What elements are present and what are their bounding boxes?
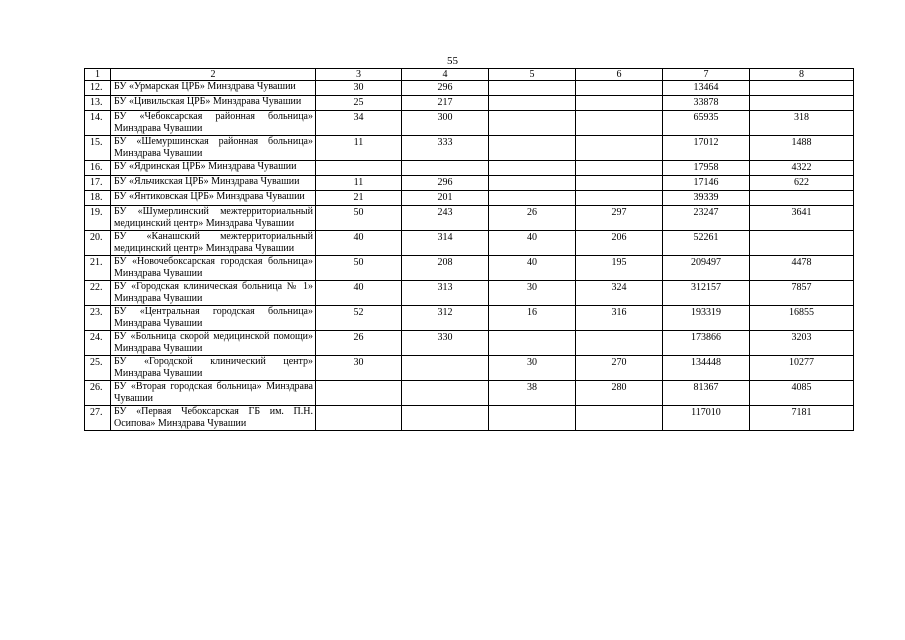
value-cell-c3: 11: [316, 176, 402, 191]
value-cell-c7: 17146: [663, 176, 750, 191]
column-header: 3: [316, 69, 402, 81]
institution-name: БУ «Шемуршинская районная больница» Минздрава Чувашии: [111, 136, 316, 161]
value-cell-c5: 30: [489, 356, 576, 381]
value-cell-c6: [576, 81, 663, 96]
table-row: [85, 406, 854, 431]
value-cell-c8: 4085: [750, 381, 854, 406]
value-cell-c5: 26: [489, 206, 576, 231]
row-number: 17.: [85, 176, 111, 191]
value-cell-c8: 318: [750, 111, 854, 136]
value-cell-c6: [576, 161, 663, 176]
table-row: [85, 191, 854, 206]
value-cell-c8: [750, 96, 854, 111]
value-cell-c4: 330: [402, 331, 489, 356]
value-cell-c7: 193319: [663, 306, 750, 331]
value-cell-c6: [576, 331, 663, 356]
value-cell-c4: 296: [402, 81, 489, 96]
value-cell-c6: [576, 136, 663, 161]
value-cell-c4: 313: [402, 281, 489, 306]
institution-name: БУ «Цивильская ЦРБ» Минздрава Чувашии: [111, 96, 316, 111]
value-cell-c7: 17012: [663, 136, 750, 161]
value-cell-c7: 209497: [663, 256, 750, 281]
institution-name: БУ «Янтиковская ЦРБ» Минздрава Чувашии: [111, 191, 316, 206]
row-number: 12.: [85, 81, 111, 96]
table-row: [85, 306, 854, 331]
value-cell-c4: [402, 356, 489, 381]
value-cell-c3: 34: [316, 111, 402, 136]
value-cell-c5: 30: [489, 281, 576, 306]
table-row: [85, 256, 854, 281]
value-cell-c3: 26: [316, 331, 402, 356]
institution-name: БУ «Урмарская ЦРБ» Минздрава Чувашии: [111, 81, 316, 96]
row-number: 24.: [85, 331, 111, 356]
value-cell-c8: 7857: [750, 281, 854, 306]
table-row: [85, 96, 854, 111]
column-header: 1: [85, 69, 111, 81]
table-row: [85, 356, 854, 381]
column-header: 4: [402, 69, 489, 81]
value-cell-c5: [489, 81, 576, 96]
value-cell-c7: 134448: [663, 356, 750, 381]
value-cell-c8: 4478: [750, 256, 854, 281]
institution-name: БУ «Городской клинический центр» Минздрава Чувашии: [111, 356, 316, 381]
value-cell-c7: 81367: [663, 381, 750, 406]
value-cell-c5: 38: [489, 381, 576, 406]
value-cell-c7: 17958: [663, 161, 750, 176]
value-cell-c4: 300: [402, 111, 489, 136]
value-cell-c8: 10277: [750, 356, 854, 381]
value-cell-c7: 65935: [663, 111, 750, 136]
value-cell-c7: 23247: [663, 206, 750, 231]
value-cell-c3: 30: [316, 81, 402, 96]
row-number: 21.: [85, 256, 111, 281]
institution-name: БУ «Яльчикская ЦРБ» Минздрава Чувашии: [111, 176, 316, 191]
value-cell-c4: 314: [402, 231, 489, 256]
institution-name: БУ «Первая Чебоксарская ГБ им. П.Н. Осипова» Минздрава Чувашии: [111, 406, 316, 431]
value-cell-c8: 1488: [750, 136, 854, 161]
value-cell-c6: [576, 191, 663, 206]
column-header: 8: [750, 69, 854, 81]
value-cell-c3: [316, 381, 402, 406]
value-cell-c5: 40: [489, 231, 576, 256]
value-cell-c7: 13464: [663, 81, 750, 96]
value-cell-c7: 173866: [663, 331, 750, 356]
row-number: 14.: [85, 111, 111, 136]
value-cell-c6: [576, 96, 663, 111]
value-cell-c3: [316, 161, 402, 176]
value-cell-c6: 297: [576, 206, 663, 231]
table-row: [85, 331, 854, 356]
value-cell-c5: [489, 136, 576, 161]
value-cell-c5: [489, 406, 576, 431]
column-header: 7: [663, 69, 750, 81]
row-number: 13.: [85, 96, 111, 111]
institution-name: БУ «Больница скорой медицинской помощи» Минздрава Чувашии: [111, 331, 316, 356]
institution-name: БУ «Канашский межтерриториальный медицинский центр» Минздрава Чувашии: [111, 231, 316, 256]
value-cell-c4: [402, 406, 489, 431]
value-cell-c7: 39339: [663, 191, 750, 206]
value-cell-c8: 7181: [750, 406, 854, 431]
value-cell-c5: [489, 331, 576, 356]
row-number: 19.: [85, 206, 111, 231]
row-number: 16.: [85, 161, 111, 176]
value-cell-c5: [489, 191, 576, 206]
value-cell-c3: 50: [316, 256, 402, 281]
value-cell-c3: 40: [316, 231, 402, 256]
value-cell-c8: 16855: [750, 306, 854, 331]
value-cell-c3: 11: [316, 136, 402, 161]
institution-name: БУ «Шумерлинский межтерриториальный медицинский центр» Минздрава Чувашии: [111, 206, 316, 231]
value-cell-c6: [576, 406, 663, 431]
institution-name: БУ «Ядринская ЦРБ» Минздрава Чувашии: [111, 161, 316, 176]
value-cell-c7: 117010: [663, 406, 750, 431]
value-cell-c3: 52: [316, 306, 402, 331]
value-cell-c4: 201: [402, 191, 489, 206]
value-cell-c4: [402, 161, 489, 176]
table-row: [85, 381, 854, 406]
value-cell-c5: [489, 96, 576, 111]
value-cell-c8: [750, 81, 854, 96]
value-cell-c8: 622: [750, 176, 854, 191]
table-row: [85, 176, 854, 191]
row-number: 22.: [85, 281, 111, 306]
value-cell-c6: 316: [576, 306, 663, 331]
value-cell-c4: 296: [402, 176, 489, 191]
value-cell-c3: 25: [316, 96, 402, 111]
value-cell-c6: 195: [576, 256, 663, 281]
value-cell-c6: [576, 176, 663, 191]
institution-name: БУ «Новочебоксарская городская больница» Минздрава Чувашии: [111, 256, 316, 281]
table-row: [85, 136, 854, 161]
value-cell-c5: [489, 161, 576, 176]
value-cell-c4: 312: [402, 306, 489, 331]
table-row: [85, 81, 854, 96]
value-cell-c6: 270: [576, 356, 663, 381]
value-cell-c4: 243: [402, 206, 489, 231]
table-row: [85, 111, 854, 136]
column-header: 6: [576, 69, 663, 81]
hospital-table: [84, 68, 854, 431]
institution-name: БУ «Вторая городская больница» Минздрава Чувашии: [111, 381, 316, 406]
column-header: 2: [111, 69, 316, 81]
row-number: 15.: [85, 136, 111, 161]
value-cell-c7: 52261: [663, 231, 750, 256]
value-cell-c5: 16: [489, 306, 576, 331]
row-number: 27.: [85, 406, 111, 431]
value-cell-c8: [750, 191, 854, 206]
institution-name: БУ «Городская клиническая больница № 1» Минздрава Чувашии: [111, 281, 316, 306]
header-row: [85, 69, 854, 81]
table-row: [85, 206, 854, 231]
value-cell-c4: 208: [402, 256, 489, 281]
value-cell-c8: 4322: [750, 161, 854, 176]
value-cell-c3: 30: [316, 356, 402, 381]
row-number: 23.: [85, 306, 111, 331]
value-cell-c3: 21: [316, 191, 402, 206]
value-cell-c8: 3641: [750, 206, 854, 231]
value-cell-c3: [316, 406, 402, 431]
institution-name: БУ «Центральная городская больница» Минздрава Чувашии: [111, 306, 316, 331]
table-row: [85, 231, 854, 256]
value-cell-c6: 324: [576, 281, 663, 306]
value-cell-c4: 217: [402, 96, 489, 111]
value-cell-c7: 312157: [663, 281, 750, 306]
page-number: 55: [447, 55, 458, 67]
value-cell-c3: 40: [316, 281, 402, 306]
row-number: 20.: [85, 231, 111, 256]
value-cell-c6: [576, 111, 663, 136]
table-row: [85, 161, 854, 176]
institution-name: БУ «Чебоксарская районная больница» Минздрава Чувашии: [111, 111, 316, 136]
value-cell-c3: 50: [316, 206, 402, 231]
column-header: 5: [489, 69, 576, 81]
value-cell-c8: [750, 231, 854, 256]
value-cell-c8: 3203: [750, 331, 854, 356]
value-cell-c5: 40: [489, 256, 576, 281]
table-row: [85, 281, 854, 306]
value-cell-c7: 33878: [663, 96, 750, 111]
row-number: 26.: [85, 381, 111, 406]
row-number: 18.: [85, 191, 111, 206]
value-cell-c4: [402, 381, 489, 406]
value-cell-c5: [489, 111, 576, 136]
row-number: 25.: [85, 356, 111, 381]
value-cell-c5: [489, 176, 576, 191]
value-cell-c6: 280: [576, 381, 663, 406]
value-cell-c6: 206: [576, 231, 663, 256]
value-cell-c4: 333: [402, 136, 489, 161]
